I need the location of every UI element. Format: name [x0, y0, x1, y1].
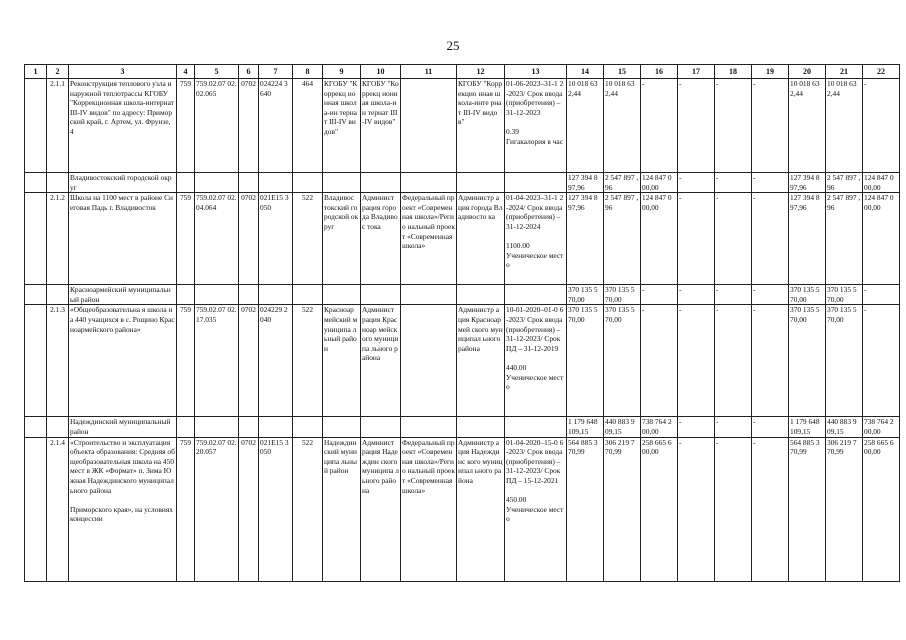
table-cell: 2 547 897 ,96 [826, 173, 863, 193]
table-cell [293, 285, 323, 305]
table-cell [323, 285, 361, 305]
column-number: 1 [25, 65, 47, 79]
table-cell: 759 [177, 79, 195, 173]
table-cell: 258 665 6 00,00 [863, 437, 900, 581]
table-cell [25, 79, 47, 173]
table-cell: - [678, 285, 715, 305]
table-cell [195, 417, 239, 437]
column-number-row [25, 65, 900, 79]
table-cell: Админист рация Красноар мейского муниципа льного района [361, 305, 401, 417]
table-cell: 10-01-2020–01-0 6-2023/ Срок ввода (приобретения) – 31-12-2023/ Срок ПД – 31-12-2019 440.00 Ученическое место [505, 305, 567, 417]
table-cell: 124 847 0 00,00 [641, 193, 678, 285]
table-cell: - [678, 79, 715, 173]
table-row [25, 193, 900, 285]
table-cell: 370 135 5 70,00 [826, 285, 863, 305]
table-cell: - [863, 285, 900, 305]
table-cell [25, 173, 47, 193]
table-row [25, 79, 900, 173]
column-number: 9 [323, 65, 361, 79]
table-cell: - [678, 417, 715, 437]
table-cell: 370 135 5 70,00 [567, 305, 604, 417]
column-number: 15 [604, 65, 641, 79]
table-cell [505, 417, 567, 437]
table-cell: 2.1.1 [47, 79, 69, 173]
table-cell: - [752, 79, 789, 173]
table-cell: 564 885 3 70,99 [567, 437, 604, 581]
table-cell: 759 [177, 437, 195, 581]
table-cell: - [678, 193, 715, 285]
table-cell: 10 018 63 2,44 [826, 79, 863, 173]
table-cell [25, 285, 47, 305]
table-cell [259, 173, 293, 193]
column-number: 5 [195, 65, 239, 79]
table-cell [259, 285, 293, 305]
table-cell: - [641, 285, 678, 305]
table-cell: КГОБУ "Коррекц ионная школа-ин тернат III-IV видов" [323, 79, 361, 173]
column-number: 4 [177, 65, 195, 79]
table-cell: КГОБУ "Коррекцио нная школа-инте рнат III-IV видов" [457, 79, 505, 173]
table-cell [401, 79, 457, 173]
table-cell: 01-04-2023–31-1 2-2024/ Срок ввода (приобретения) – 31-12-2024 1100.00 Ученическое место [505, 193, 567, 285]
table-cell: 370 135 5 70,00 [567, 285, 604, 305]
table-cell: 2.1.3 [47, 305, 69, 417]
table-cell: 440 883 9 09,15 [826, 417, 863, 437]
table-cell: - [715, 305, 752, 417]
table-cell: Школа на 1100 мест в районе Снеговая Падь г. Владивосток [69, 193, 177, 285]
subtotal-row [25, 285, 900, 305]
table-cell: - [715, 417, 752, 437]
table-cell: 759 [177, 305, 195, 417]
table-cell: - [715, 173, 752, 193]
table-cell: 124 847 0 00,00 [863, 193, 900, 285]
table-cell: - [678, 173, 715, 193]
table-cell: - [641, 305, 678, 417]
budget-table [24, 64, 900, 582]
table-cell [177, 417, 195, 437]
table-cell [47, 285, 69, 305]
table-cell: 440 883 9 09,15 [604, 417, 641, 437]
column-number: 6 [239, 65, 259, 79]
table-cell: 759.02.07 02.17.035 [195, 305, 239, 417]
table-row [25, 437, 900, 581]
table-cell: - [715, 437, 752, 581]
column-number: 16 [641, 65, 678, 79]
table-cell: 370 135 5 70,00 [604, 285, 641, 305]
column-number: 14 [567, 65, 604, 79]
table-cell: 2 547 897 ,96 [604, 173, 641, 193]
table-cell [239, 173, 259, 193]
table-cell: - [752, 305, 789, 417]
table-cell: 024229 2040 [259, 305, 293, 417]
column-number: 17 [678, 65, 715, 79]
table-cell [293, 173, 323, 193]
table-cell: 564 885 3 70,99 [789, 437, 826, 581]
table-cell: 258 665 6 00,00 [641, 437, 678, 581]
table-cell [457, 173, 505, 193]
table-cell: Федеральный проект «Современная школа»/Регио нальный проект «Современная школа» [401, 437, 457, 581]
table-cell [361, 417, 401, 437]
table-cell: 021Е15 3050 [259, 437, 293, 581]
table-cell: 522 [293, 193, 323, 285]
table-cell: 10 018 63 2,44 [789, 79, 826, 173]
table-cell [47, 173, 69, 193]
table-cell: 0702 [239, 193, 259, 285]
table-cell: 370 135 5 70,00 [789, 285, 826, 305]
table-cell: 124 847 0 00,00 [863, 173, 900, 193]
table-cell [177, 173, 195, 193]
table-cell: - [752, 285, 789, 305]
table-cell: 024224 3640 [259, 79, 293, 173]
table-cell: Реконструкция теплового узла и наружной теплотрассы КГОБУ "Коррекционная школа-интернат III-IV видов" по адресу: Приморский край, г. Артем, ул. Фрунзе, 4 [69, 79, 177, 173]
table-cell: 522 [293, 437, 323, 581]
table-cell: - [678, 437, 715, 581]
table-cell: - [641, 79, 678, 173]
table-cell [47, 417, 69, 437]
table-cell: 021Е15 3050 [259, 193, 293, 285]
column-number: 10 [361, 65, 401, 79]
table-cell: - [863, 79, 900, 173]
column-number: 22 [863, 65, 900, 79]
table-cell: - [715, 193, 752, 285]
table-cell: Федеральный проект «Современная школа»/Регио нальный проект «Современная школа» [401, 193, 457, 285]
column-number: 20 [789, 65, 826, 79]
table-cell: КГОБУ "Коррекц ионная школа-ин тернат III-IV видов" [361, 79, 401, 173]
column-number: 8 [293, 65, 323, 79]
column-number: 11 [401, 65, 457, 79]
table-cell: 759 [177, 193, 195, 285]
table-cell: 10 018 63 2,44 [604, 79, 641, 173]
table-cell: 738 764 2 00,00 [641, 417, 678, 437]
table-cell: - [678, 305, 715, 417]
column-number: 12 [457, 65, 505, 79]
column-number: 3 [69, 65, 177, 79]
table-cell [505, 285, 567, 305]
table-cell: 759.02.07 02.04.064 [195, 193, 239, 285]
table-cell: Красноар мейский муниципа льный район [323, 305, 361, 417]
table-cell: 01-06-2023–31-1 2-2023/ Срок ввода (приобретения) – 31-12-2023 0.39 Гигакалория в час [505, 79, 567, 173]
table-cell [293, 417, 323, 437]
table-cell: 127 394 8 97,96 [789, 173, 826, 193]
table-cell [401, 417, 457, 437]
table-cell [361, 285, 401, 305]
table-cell: 2.1.2 [47, 193, 69, 285]
table-cell [505, 173, 567, 193]
table-cell [323, 417, 361, 437]
table-cell: 0702 [239, 79, 259, 173]
table-cell: Владивос токский городской округ [323, 193, 361, 285]
subtotal-row [25, 417, 900, 437]
table-cell [25, 437, 47, 581]
table-cell: 0702 [239, 437, 259, 581]
table-cell: Администр ация города Владивосто ка [457, 193, 505, 285]
table-cell: - [752, 173, 789, 193]
table-cell [259, 417, 293, 437]
table-cell [457, 285, 505, 305]
table-cell: 370 135 5 70,00 [789, 305, 826, 417]
table-cell [457, 417, 505, 437]
column-number: 21 [826, 65, 863, 79]
table-cell: 1 179 648 109,15 [567, 417, 604, 437]
table-cell: - [715, 285, 752, 305]
page-number: 25 [446, 38, 460, 53]
table-cell: 2.1.4 [47, 437, 69, 581]
table-cell: Красноармейский муниципальный район [69, 285, 177, 305]
table-cell [25, 193, 47, 285]
table-cell: Надеждин ский муниципа льный район [323, 437, 361, 581]
table-cell: Администр ация Надеждинс кого муниципал ьного района [457, 437, 505, 581]
table-cell: «Общеобразовательна я школа на 440 учащихся в с. Рощино Красноармейского района» [69, 305, 177, 417]
table-cell: 0702 [239, 305, 259, 417]
table-cell: 10 018 63 2,44 [567, 79, 604, 173]
table-cell [401, 173, 457, 193]
table-cell: 2 547 897 ,96 [604, 193, 641, 285]
table-cell: 738 764 2 00,00 [863, 417, 900, 437]
table-cell [401, 305, 457, 417]
table-cell: Админист рация Надеждин ского муниципа льного района [361, 437, 401, 581]
table-cell [177, 285, 195, 305]
table-cell [25, 305, 47, 417]
table-cell: 759.02.07 02.02.065 [195, 79, 239, 173]
table-cell [25, 417, 47, 437]
table-cell: 127 394 8 97,96 [567, 173, 604, 193]
table-cell [239, 285, 259, 305]
table-cell [323, 173, 361, 193]
table-cell: 370 135 5 70,00 [826, 305, 863, 417]
table-cell: - [715, 79, 752, 173]
table-cell: Надеждинский муниципальный район [69, 417, 177, 437]
column-number: 19 [752, 65, 789, 79]
table-cell [239, 417, 259, 437]
table-row [25, 305, 900, 417]
subtotal-row [25, 173, 900, 193]
table-cell: 127 394 8 97,96 [789, 193, 826, 285]
table-cell: 306 219 7 70,99 [604, 437, 641, 581]
table-cell [401, 285, 457, 305]
table-cell: 522 [293, 305, 323, 417]
column-number: 18 [715, 65, 752, 79]
table-cell: - [752, 437, 789, 581]
table-cell: 2 547 897 ,96 [826, 193, 863, 285]
table-cell: 01-04-2020–15-0 6-2023/ Срок ввода (приобретения) – 31-12-2023/ Срок ПД – 15-12-2021 450.00 Ученическое место [505, 437, 567, 581]
table-cell: «Строительство и эксплуатация объекта образования: Средняя общеобразовательная школа на 450 мест в ЖК «Формат» п. Зима Южная Надеждинского муниципального района Приморского края», на условиях концессии [69, 437, 177, 581]
table-cell: 127 394 8 97,96 [567, 193, 604, 285]
table-cell [195, 173, 239, 193]
table-cell: 124 847 0 00,00 [641, 173, 678, 193]
table-cell: Админист рация города Владивос тока [361, 193, 401, 285]
table-cell: 370 135 5 70,00 [604, 305, 641, 417]
table-cell: 759.02.07 02.20.057 [195, 437, 239, 581]
table-cell: 306 219 7 70,99 [826, 437, 863, 581]
column-number: 7 [259, 65, 293, 79]
column-number: 13 [505, 65, 567, 79]
table-cell: Администр ация Красноармей ского муниципал ьного района [457, 305, 505, 417]
table-cell: - [863, 305, 900, 417]
table-cell [195, 285, 239, 305]
table-cell: 464 [293, 79, 323, 173]
column-number: 2 [47, 65, 69, 79]
table-cell: 1 179 648 109,15 [789, 417, 826, 437]
table-cell [361, 173, 401, 193]
table-cell: - [752, 193, 789, 285]
table-cell: Владивостокский городской округ [69, 173, 177, 193]
table-cell: - [752, 417, 789, 437]
